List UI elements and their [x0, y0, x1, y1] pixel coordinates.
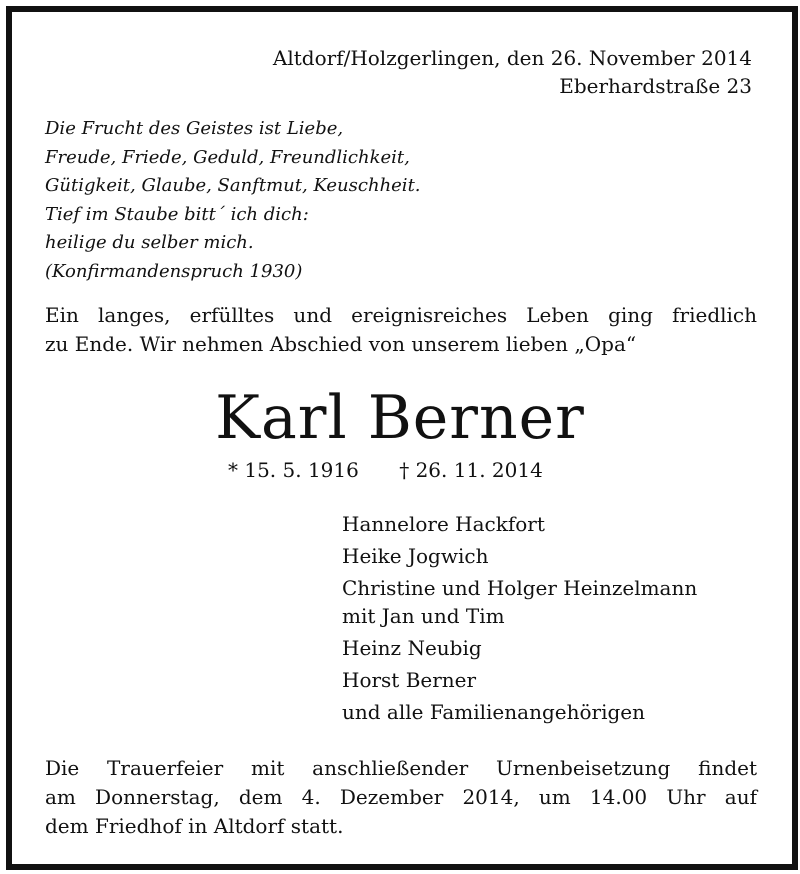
funeral-info — [45, 754, 757, 841]
place-date: Altdorf/Holzgerlingen, den 26. November 2014 — [272, 46, 752, 70]
mourner-name: und alle Familienangehörigen — [342, 700, 645, 724]
verse-source: (Konfirmandenspruch 1930) — [45, 260, 303, 282]
mourner-entry — [342, 542, 697, 570]
mourner-entry — [342, 666, 697, 694]
deceased-name: Karl Berner — [215, 383, 585, 453]
mourner-entry — [342, 698, 697, 726]
verse-line: heilige du selber mich. — [45, 232, 254, 253]
birth-date: * 15. 5. 1916 — [228, 458, 359, 482]
verse-line: Gütigkeit, Glaube, Sanftmut, Keuschheit. — [45, 175, 421, 196]
mourner-name: Hannelore Hackfort — [342, 512, 545, 536]
notice-header — [273, 44, 752, 100]
address: Eberhardstraße 23 — [559, 74, 752, 98]
mourner-subline: mit Jan und Tim — [342, 604, 505, 628]
bible-verse — [45, 115, 421, 286]
verse-line: Die Frucht des Geistes ist Liebe, — [45, 118, 344, 139]
funeral-line: dem Friedhof in Altdorf statt. — [45, 814, 344, 838]
mourner-name: Christine und Holger Heinzelmann — [342, 576, 698, 600]
intro-line: Ein langes, erfülltes und ereignisreiches Leben ging friedlich — [45, 303, 757, 327]
verse-line: Tief im Staube bitt´ ich dich: — [45, 203, 309, 225]
mourner-entry — [342, 510, 697, 538]
funeral-line: Die Trauerfeier mit anschließender Urnenbeisetzung findet — [45, 756, 757, 780]
mourner-entry — [342, 574, 697, 630]
death-date: † 26. 11. 2014 — [399, 458, 543, 482]
life-dates — [228, 456, 543, 484]
intro-line: zu Ende. Wir nehmen Abschied von unserem lieben „Opa“ — [45, 332, 637, 356]
mourner-name: Heike Jogwich — [342, 544, 489, 568]
mourner-name: Horst Berner — [342, 668, 477, 692]
verse-line: Freude, Friede, Geduld, Freundlichkeit, — [45, 146, 410, 168]
intro-text — [45, 301, 757, 359]
mourner-name: Heinz Neubig — [342, 636, 482, 660]
mourner-entry — [342, 634, 697, 662]
funeral-line: am Donnerstag, dem 4. Dezember 2014, um 14.00 Uhr auf — [45, 785, 757, 809]
mourners-list — [342, 510, 697, 730]
